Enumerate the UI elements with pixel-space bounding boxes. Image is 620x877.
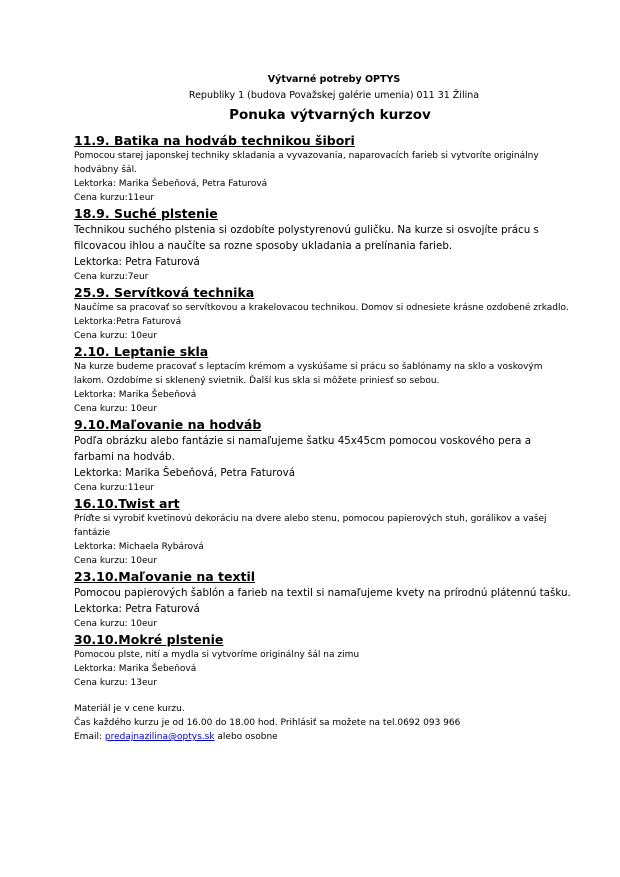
- course-lecturer: Lektorka: Michaela Rybárová: [74, 542, 204, 552]
- course-item: [74, 568, 574, 631]
- document-header: [74, 72, 574, 104]
- course-title: 18.9. Suché plstenie: [74, 206, 218, 221]
- time-note: Čas každého kurzu je od 16.00 do 18.00 hod. Prihlásiť sa možete na tel.0692 093 966: [74, 718, 461, 728]
- course-title: 30.10.Mokré plstenie: [74, 632, 224, 647]
- course-description: Podľa obrázku alebo fantázie si namaľujeme šatku 45x45cm pomocou voskového pera a farbami na hodváb.: [74, 435, 532, 463]
- email-link[interactable]: predajnazilina@optys.sk: [104, 732, 215, 742]
- course-lecturer: Lektorka: Marika Šebeňová: [74, 664, 197, 674]
- course-price: Cena kurzu: 10eur: [74, 404, 157, 414]
- course-title: 2.10. Leptanie skla: [74, 344, 209, 359]
- course-price: Cena kurzu: 10eur: [74, 619, 157, 629]
- course-lecturer: Lektorka: Marika Šebeňová, Petra Faturová: [74, 179, 268, 189]
- course-price: Cena kurzu: 10eur: [74, 331, 157, 341]
- course-item: [74, 495, 574, 568]
- course-title: 16.10.Twist art: [74, 496, 180, 511]
- course-description: Pomocou papierových šablón a farieb na textil si namaľujeme kvety na prírodnú plátennú tašku.: [74, 587, 571, 599]
- course-price: Cena kurzu: 10eur: [74, 556, 157, 566]
- course-item: [74, 343, 574, 416]
- course-description: Na kurze budeme pracovať s leptacím krémom a vyskúšame si prácu so šablónamy na sklo a voskovým lakom. Ozdobíme si sklenený svietnik. Ďalší kus skla si môžete priniesť so sebou.: [74, 362, 543, 386]
- course-price: Cena kurzu:7eur: [74, 272, 149, 282]
- course-lecturer: Lektorka: Marika Šebeňová: [74, 390, 197, 400]
- course-item: [74, 284, 574, 343]
- course-lecturer: Lektorka: Petra Faturová: [74, 603, 200, 615]
- course-price: Cena kurzu: 13eur: [74, 678, 157, 688]
- email-suffix: alebo osobne: [214, 732, 278, 742]
- course-item: [74, 132, 574, 205]
- document-title: Ponuka výtvarných kurzov: [229, 107, 431, 123]
- course-price: Cena kurzu:11eur: [74, 483, 155, 493]
- course-price: Cena kurzu:11eur: [74, 193, 155, 203]
- course-item: [74, 631, 574, 690]
- course-lecturer: Lektorka: Marika Šebeňová, Petra Faturová: [74, 467, 296, 479]
- course-title: 11.9. Batika na hodváb technikou šibori: [74, 133, 355, 148]
- contact-line: [74, 730, 574, 744]
- company-name: Výtvarné potreby OPTYS: [267, 74, 401, 85]
- email-label: Email:: [74, 732, 105, 742]
- material-note: Materiál je v cene kurzu.: [74, 704, 185, 714]
- course-lecturer: Lektorka: Petra Faturová: [74, 256, 200, 268]
- company-address: Republiky 1 (budova Považskej galérie umenia) 011 31 Žilina: [188, 90, 480, 101]
- course-title: 23.10.Maľovanie na textil: [74, 569, 256, 584]
- course-item: [74, 205, 574, 284]
- course-description: Príďte si vyrobiť kvetinovú dekoráciu na dvere alebo stenu, pomocou papierových stuh, gorálikov a vašej fantázie: [74, 514, 547, 538]
- document-page: [74, 72, 574, 744]
- course-lecturer: Lektorka:Petra Faturová: [74, 317, 182, 327]
- course-title: 9.10.Maľovanie na hodváb: [74, 417, 262, 432]
- course-description: Pomocou plste, nití a mydla si vytvoríme originálny šál na zimu: [74, 650, 360, 660]
- course-description: Naučíme sa pracovať so servítkovou a krakelovacou technikou. Domov si odnesiete krásne ozdobené zrkadlo.: [74, 303, 569, 313]
- course-title: 25.9. Servítková technika: [74, 285, 255, 300]
- document-footer: [74, 702, 574, 744]
- course-item: [74, 416, 574, 495]
- course-description: Technikou suchého plstenia si ozdobíte polystyrenovú guličku. Na kurze si osvojíte prácu s filcovacou ihlou a naučíte sa rozne sposoby ukladania a prelínania farieb.: [74, 224, 539, 252]
- course-description: Pomocou starej japonskej techniky skladania a vyvazovania, naparovacích farieb si vytvoríte originálny hodvábny šál.: [74, 151, 539, 175]
